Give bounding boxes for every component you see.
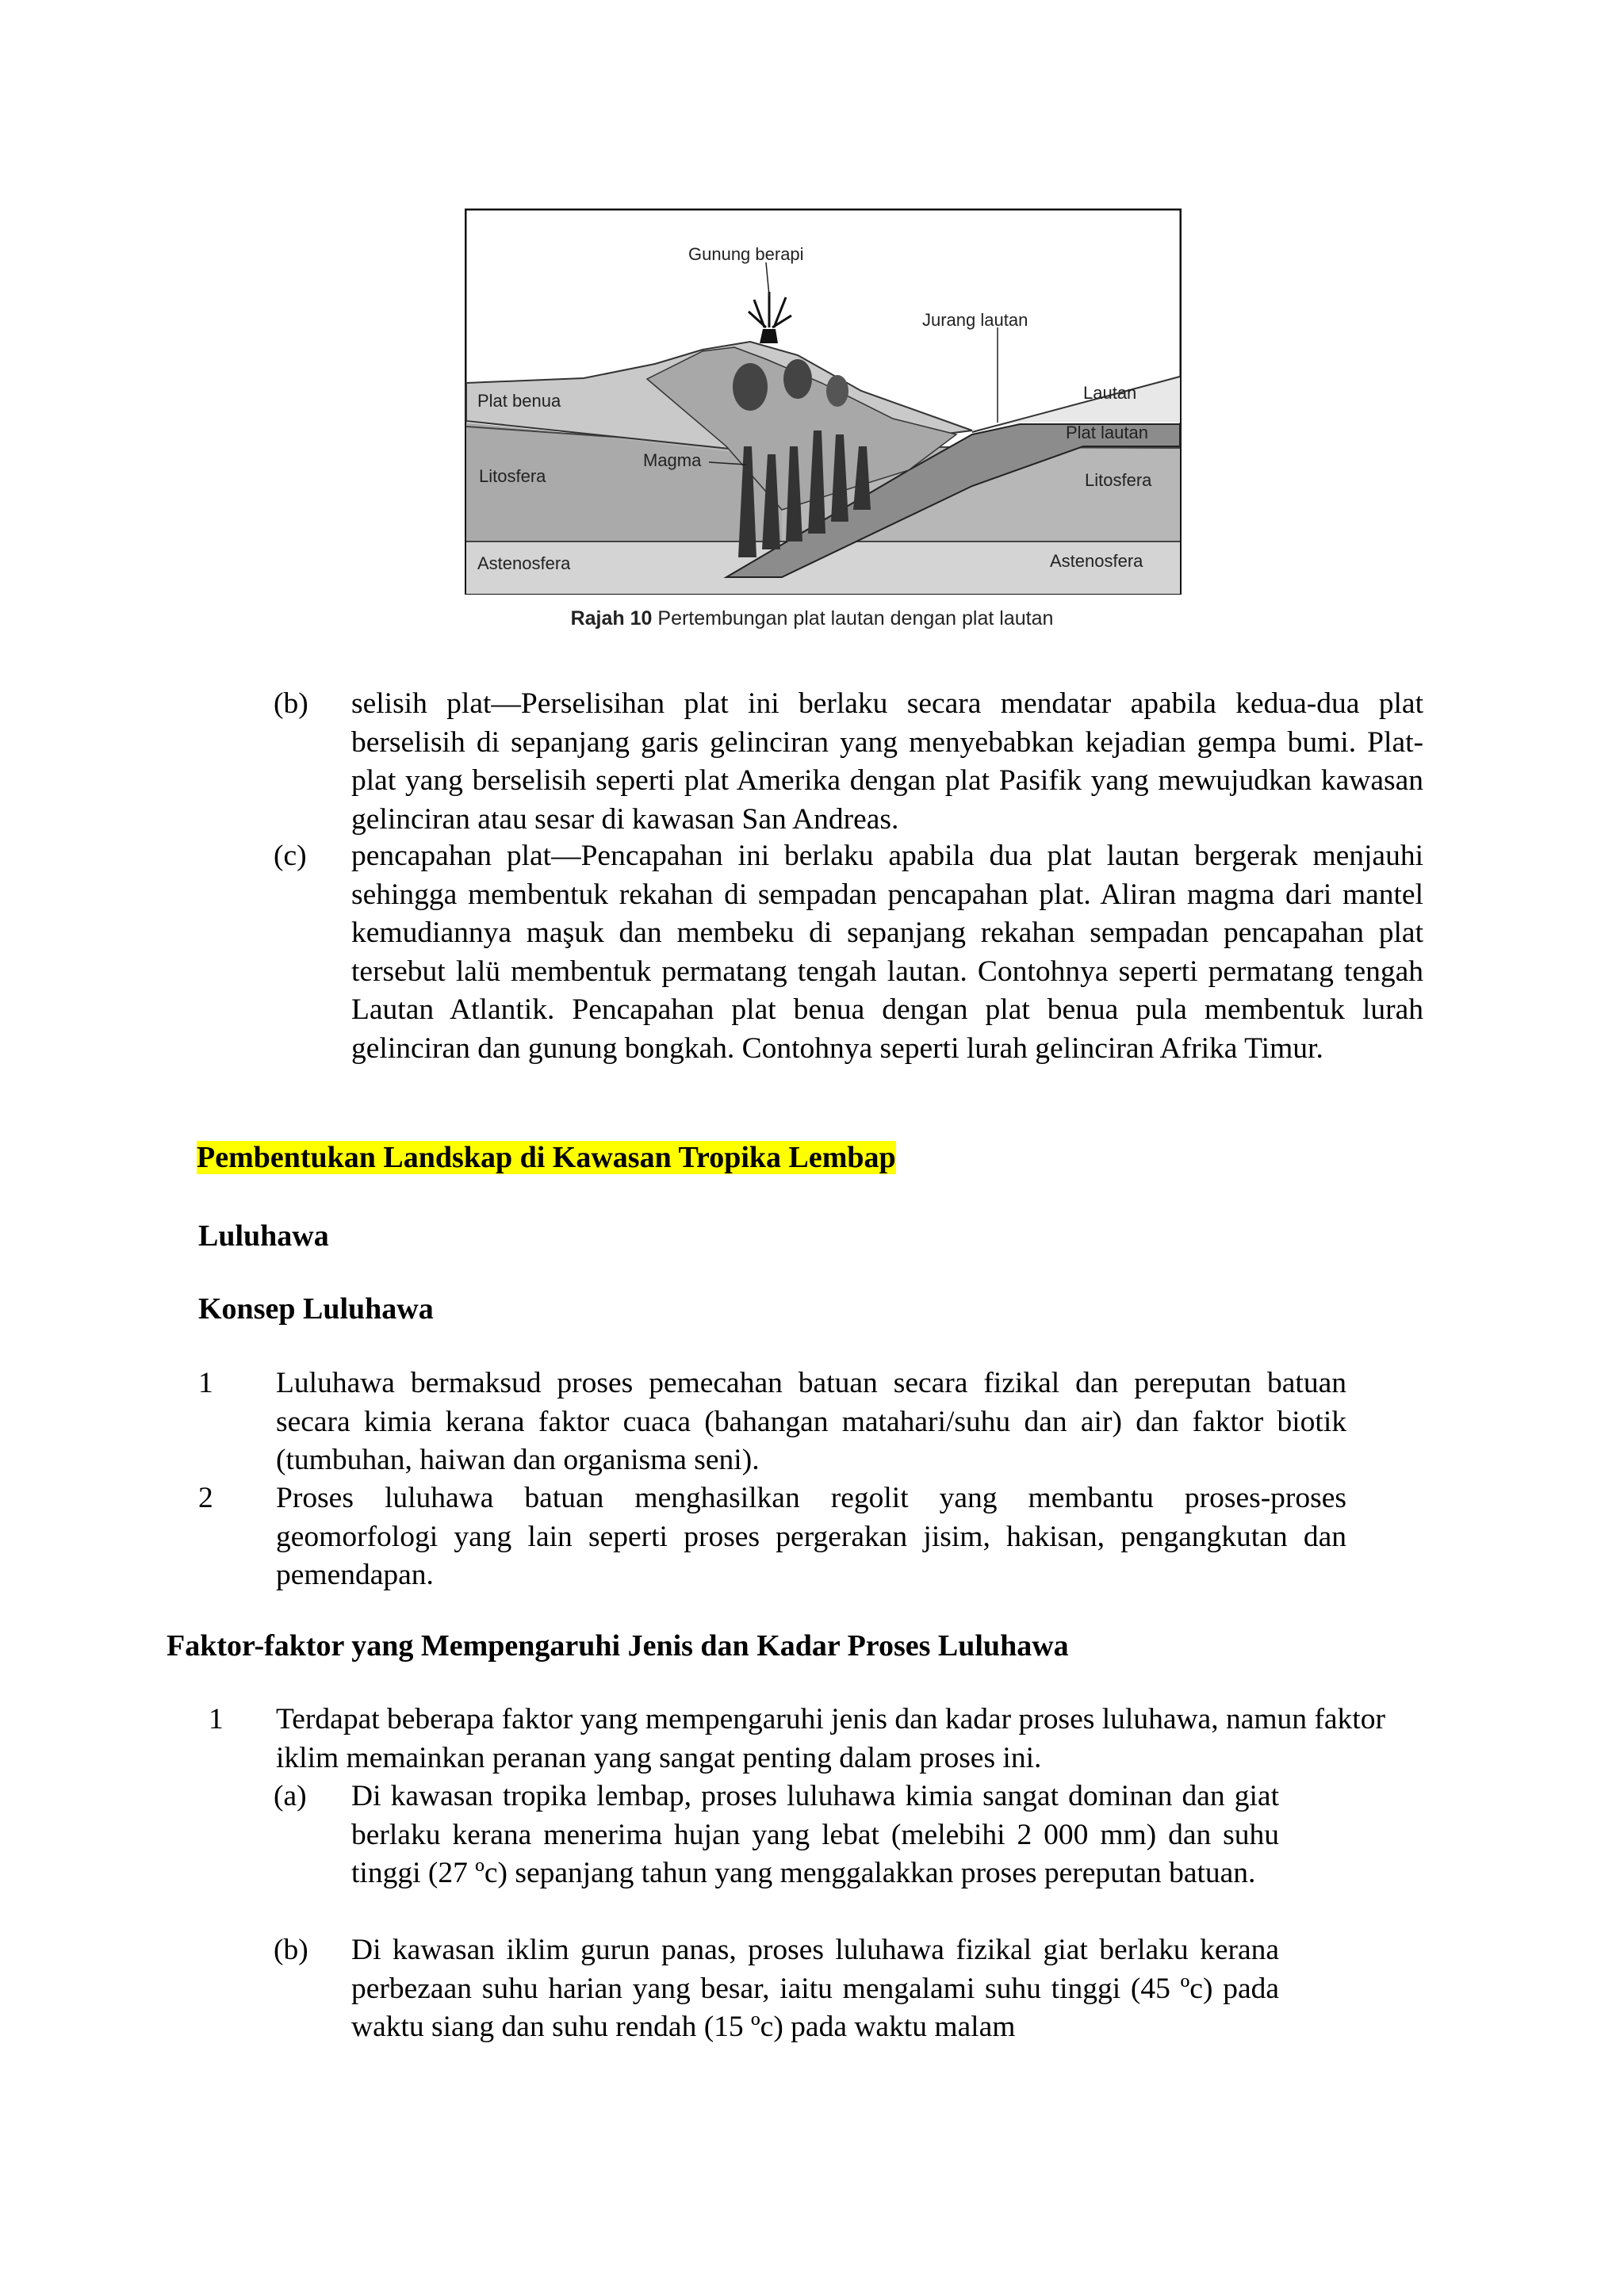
figure-caption — [0, 607, 1624, 630]
label-trench: Jurang lautan — [922, 310, 1028, 330]
paragraph-divergent-boundary: pencapahan plat—Pencapahan ini berlaku apabila dua plat lautan bergerak menjauhi sehingga membentuk rekahan di sempadan pencapahan plat. Aliran magma dari mantel kemudiannya maşuk dan membeku di sepanjang rekahan sempadan pencapahan plat tersebut lalü membentuk permatang tengah lautan. Contohnya seperti permatang tengah Lautan Atlantik. Pencapahan plat benua dengan plat benua pula membentuk lurah gelinciran dan gunung bongkah. Contohnya seperti lurah gelinciran Afrika Timur. — [351, 840, 1423, 1065]
plate-collision-diagram — [465, 209, 1182, 595]
label-continental-plate: Plat benua — [477, 391, 561, 411]
konsep-num-2: 2 — [198, 1482, 213, 1514]
figure-number: Rajah 10 — [570, 607, 653, 629]
heading-konsep-luluhawa: Konsep Luluhawa — [198, 1292, 434, 1326]
faktor-item-1: Terdapat beberapa faktor yang mempengaruhi jenis dan kadar proses luluhawa, namun faktor iklim memainkan peranan yang sangat penting dalam proses ini. — [276, 1703, 1385, 1774]
heading-luluhawa: Luluhawa — [198, 1219, 329, 1253]
konsep-item-2: Proses luluhawa batuan menghasilkan regolit yang membantu proses-proses geomorfologi yang lain seperti proses pergerakan jisim, hakisan, pengangkutan dan pemendapan. — [276, 1482, 1346, 1591]
heading-landscape-text: Pembentukan Landskap di Kawasan Tropika Lembap — [197, 1141, 896, 1174]
faktor-sub-b: Di kawasan iklim gurun panas, proses luluhawa fizikal giat berlaku kerana perbezaan suhu harian yang besar, iaitu mengalami suhu tinggi (45 ºc) pada waktu siang dan suhu rendah (15 ºc) pada waktu malam — [351, 1934, 1279, 2043]
konsep-item-1: Luluhawa bermaksud proses pemecahan batuan secara fizikal dan pereputan batuan secara kimia kerana faktor cuaca (bahangan matahari/suhu dan air) dan faktor biotik (tumbuhan, haiwan dan organisma seni). — [276, 1367, 1346, 1476]
label-lithosphere-right: Litosfera — [1085, 470, 1152, 490]
label-ocean: Lautan — [1083, 383, 1137, 403]
item-marker-c: (c) — [274, 840, 307, 872]
item-marker-b: (b) — [274, 687, 308, 720]
paragraph-transform-boundary: selisih plat—Perselisihan plat ini berlaku secara mendatar apabila kedua-dua plat berselisih di sepanjang garis gelinciran yang menyebabkan kejadian gempa bumi. Plat-plat yang berselisih seperti plat Amerika dengan plat Pasifik yang mewujudkan kawasan gelinciran atau sesar di kawasan San Andreas. — [351, 687, 1423, 836]
faktor-num-1: 1 — [209, 1703, 224, 1735]
label-asthenosphere-left: Astenosfera — [477, 553, 571, 573]
label-volcano: Gunung berapi — [688, 244, 804, 264]
label-asthenosphere-right: Astenosfera — [1050, 551, 1143, 571]
label-lithosphere-left: Litosfera — [479, 466, 546, 486]
label-magma: Magma — [643, 450, 702, 470]
faktor-sub-marker-a: (a) — [274, 1780, 307, 1812]
faktor-sub-marker-b: (b) — [274, 1934, 308, 1966]
label-oceanic-plate: Plat lautan — [1066, 423, 1148, 442]
heading-landscape — [197, 1138, 896, 1177]
faktor-sub-a: Di kawasan tropika lembap, proses luluhawa kimia sangat dominan dan giat berlaku kerana menerima hujan yang lebat (melebihi 2 000 mm) dan suhu tinggi (27 ºc) sepanjang tahun yang menggalakkan proses pereputan batuan. — [351, 1780, 1279, 1889]
konsep-num-1: 1 — [198, 1367, 213, 1399]
figure-caption-text: Pertembungan plat lautan dengan plat lautan — [657, 607, 1054, 629]
heading-faktor: Faktor-faktor yang Mempengaruhi Jenis dan Kadar Proses Luluhawa — [167, 1629, 1069, 1663]
